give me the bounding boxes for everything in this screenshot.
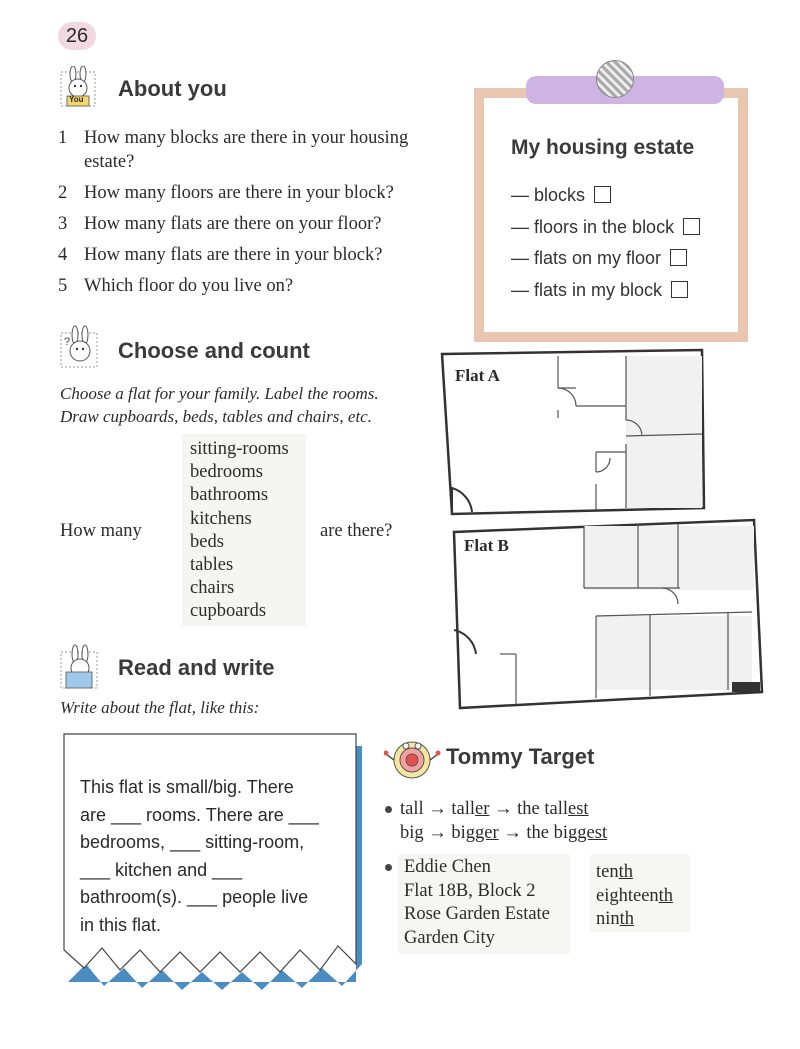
underlined-suffix: th (658, 885, 674, 906)
notepad-item (511, 275, 700, 307)
flat-a-label: Flat A (455, 366, 500, 385)
bullet-icon (385, 806, 392, 813)
word-stem: nin (596, 909, 620, 929)
question-text: Which floor do you live on? (84, 276, 294, 296)
floor-plans (440, 348, 770, 714)
question-number: 1 (58, 128, 68, 148)
notepad-item (511, 212, 700, 244)
count-item: chairs (190, 578, 235, 599)
comparatives (400, 798, 607, 845)
underlined-suffix: gest (577, 822, 608, 843)
address-line: Garden City (404, 927, 495, 948)
count-item: kitchens (190, 508, 252, 529)
paragraph-line: are ___ rooms. There are ___ (80, 804, 319, 825)
notepad-item (511, 243, 700, 275)
question-text: How many flats are there on your floor? (84, 214, 382, 234)
paragraph-line: in this flat. (80, 914, 162, 935)
right-arrow-icon: → (428, 799, 447, 819)
checkbox[interactable] (670, 249, 687, 266)
notepad-item-label: — flats in my block (511, 279, 663, 300)
word-stem: big (451, 822, 476, 843)
checkbox[interactable] (683, 218, 700, 235)
ordinal-word (596, 885, 673, 909)
base-word: big (400, 822, 424, 843)
comparative-line (400, 798, 607, 822)
address-block (404, 856, 550, 950)
address-line: Rose Garden Estate (404, 904, 550, 924)
paragraph-line: This flat is small/big. There (80, 777, 294, 797)
count-item: tables (190, 555, 234, 576)
base-word: tall (400, 799, 424, 819)
comparative-line (400, 822, 607, 846)
question-item (58, 181, 478, 205)
address-line: Flat 18B, Block 2 (404, 880, 536, 901)
question-text: How many flats are there in your block? (84, 245, 383, 265)
you-icon-label: You (69, 95, 84, 104)
word-stem: ten (596, 862, 619, 882)
word-stem: tall (451, 799, 476, 819)
underlined-suffix: ger (475, 822, 499, 843)
word-stem: eighteen (596, 885, 659, 906)
comparative-word (451, 823, 498, 843)
question-item (58, 126, 478, 174)
underlined-suffix: th (618, 862, 633, 882)
instruction-line: Choose a flat for your family. Label the rooms. (60, 384, 379, 403)
question-number: 5 (58, 276, 68, 296)
notepad-item-label: — floors in the block (511, 216, 675, 237)
underlined-suffix: th (619, 909, 635, 929)
question-text: How many floors are there in your block? (84, 183, 394, 203)
word-stem: the big (526, 822, 578, 843)
paragraph-line: ___ kitchen and ___ (80, 859, 243, 880)
right-arrow-icon: → (503, 822, 522, 843)
page-number: 26 (58, 22, 96, 50)
question-item (58, 212, 478, 236)
ordinals (596, 861, 673, 932)
notepad-title: My housing estate (511, 136, 695, 159)
notepad-item (511, 180, 700, 212)
question-number: 2 (58, 183, 68, 203)
count-item: sitting-rooms (190, 439, 289, 459)
superlative-word (517, 799, 588, 819)
clip-ring-icon (596, 60, 634, 98)
checkbox[interactable] (671, 281, 688, 298)
how-many-label: How many (60, 521, 142, 541)
about-you-heading: About you (118, 76, 227, 101)
tommy-target-icon (384, 736, 442, 784)
sample-paragraph (80, 774, 319, 939)
notepad-list (511, 180, 700, 306)
paragraph-line: bathroom(s). ___ people live (80, 887, 309, 907)
underlined-suffix: er (475, 799, 490, 819)
count-item: beds (190, 531, 224, 552)
question-text-cont: estate? (84, 152, 135, 172)
rabbit-thinking-icon (60, 325, 96, 365)
count-item: cupboards (190, 601, 267, 622)
question-text: How many blocks are there in your housing (84, 128, 409, 148)
count-list (190, 438, 289, 624)
count-item: bathrooms (190, 485, 269, 506)
notepad-item-label: — flats on my floor (511, 248, 662, 268)
tommy-target-heading: Tommy Target (446, 744, 595, 769)
read-write-heading: Read and write (118, 655, 275, 680)
comparative-word (451, 799, 489, 819)
are-there-label: are there? (320, 521, 393, 541)
question-item (58, 274, 478, 298)
superlative-word (526, 823, 607, 843)
address-line: Eddie Chen (404, 857, 491, 877)
word-stem: the tall (517, 799, 569, 819)
ordinal-word (596, 908, 673, 932)
svg-text:?: ? (64, 336, 71, 348)
read-write-instruction: Write about the flat, like this: (60, 698, 260, 717)
rabbit-reading-icon (60, 644, 96, 684)
count-item: bedrooms (190, 462, 263, 483)
right-arrow-icon: → (428, 822, 447, 843)
choose-count-heading: Choose and count (118, 338, 310, 363)
ordinal-word (596, 861, 673, 885)
question-number: 3 (58, 214, 68, 234)
checkbox[interactable] (594, 186, 611, 203)
paragraph-line: bedrooms, ___ sitting-room, (80, 832, 305, 852)
instruction-line: Draw cupboards, beds, tables and chairs, etc. (60, 407, 372, 426)
rabbit-you-icon (60, 66, 96, 106)
question-item (58, 243, 478, 267)
bullet-icon (385, 864, 392, 871)
right-arrow-icon: → (494, 799, 513, 819)
choose-count-instructions (60, 382, 379, 428)
flat-b-label: Flat B (464, 536, 509, 555)
about-you-questions (58, 126, 478, 305)
notepad-item-label: — blocks (511, 185, 586, 205)
question-number: 4 (58, 245, 68, 265)
underlined-suffix: est (568, 799, 589, 819)
